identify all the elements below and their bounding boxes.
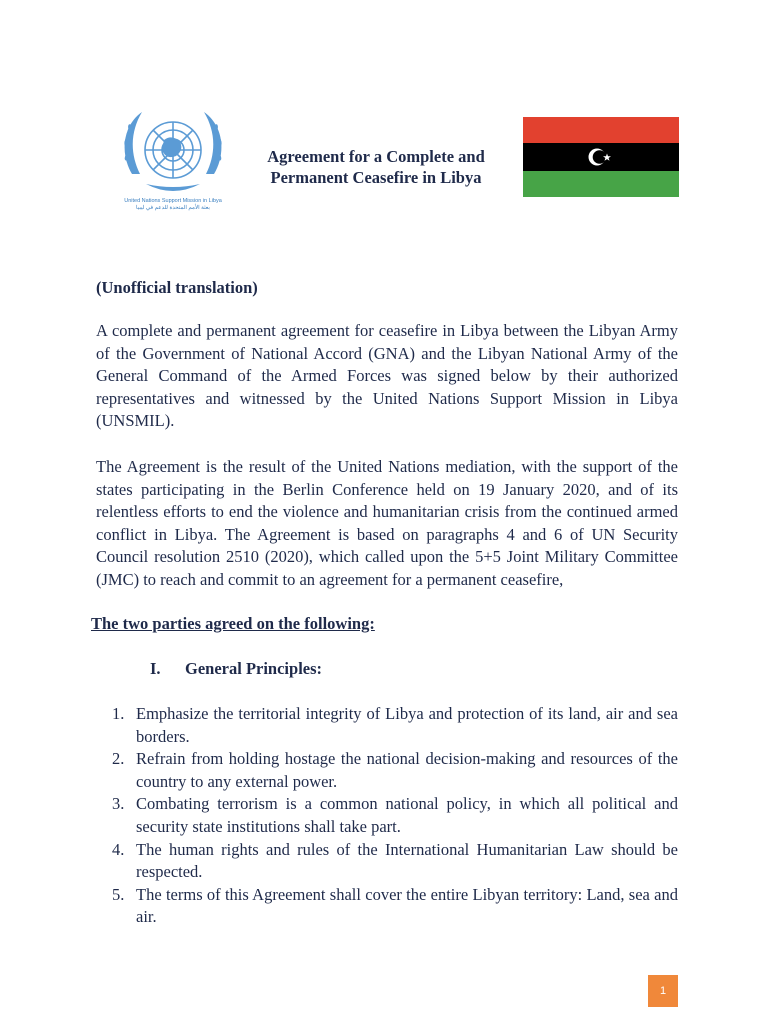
flag-black-stripe — [523, 143, 679, 171]
unofficial-translation-label: (Unofficial translation) — [96, 278, 258, 297]
list-item-text: The human rights and rules of the International Humanitarian Law should be respected. — [136, 839, 678, 882]
list-item-number: 5. — [112, 884, 125, 904]
crescent-star-icon — [587, 146, 615, 168]
list-item — [112, 884, 678, 929]
list-item — [112, 748, 678, 793]
list-item-number: 3. — [112, 794, 125, 814]
list-item-text: The terms of this Agreement shall cover the entire Libyan territory: Land, sea and air. — [136, 884, 678, 927]
principles-list — [112, 703, 678, 929]
logo-caption — [112, 198, 234, 212]
list-item-number: 2. — [112, 749, 125, 769]
flag-green-stripe — [523, 171, 679, 197]
list-item — [112, 839, 678, 884]
agreed-heading: The two parties agreed on the following: — [91, 614, 375, 633]
libya-flag-icon — [523, 117, 679, 197]
section-number: I. — [150, 659, 161, 678]
page-number-badge: 1 — [648, 975, 678, 1007]
document-title — [244, 146, 508, 188]
list-item — [112, 793, 678, 838]
logo-caption-english: United Nations Support Mission in Libya — [124, 198, 222, 204]
logo-caption-arabic: بعثة الأمم المتحدة للدعم في ليبيا — [136, 205, 210, 211]
paragraph-2: The Agreement is the result of the United Nations mediation, with the support of the states participating in the Berlin Conference held on 19 January 2020, and of its relentless efforts to end the violence and humanitarian crisis from the continued armed conflict in Libya. The Agreement is based on paragraphs 4 and 6 of UN Security Council resolution 2510 (2020), which called upon the 5+5 Joint Military Committee (JMC) to reach and commit to an agreement for a permanent ceasefire, — [96, 457, 678, 589]
list-item-number: 1. — [112, 704, 125, 723]
section-title: General Principles: — [185, 659, 323, 678]
list-item-text: Refrain from holding hostage the national decision-making and resources of the country to any external power. — [136, 749, 678, 791]
section-heading — [150, 659, 322, 679]
paragraph-1: A complete and permanent agreement for ceasefire in Libya between the Libyan Army of the Government of National Accord (GNA) and the Libyan National Army of the General Command of the Armed Forces was signed below by their authorized representatives and witnessed by the United Nations Support Mission in Libya (UNSMIL). — [96, 321, 678, 431]
list-item-text: Combating terrorism is a common national policy, in which all political and security state institutions shall take part. — [136, 794, 678, 836]
list-item-number: 4. — [112, 839, 125, 859]
list-item-text: Emphasize the territorial integrity of Libya and protection of its land, air and sea borders. — [136, 704, 678, 746]
list-item — [112, 703, 678, 748]
flag-red-stripe — [523, 117, 679, 143]
title-line-1: Agreement for a Complete and — [267, 147, 485, 166]
title-line-2: Permanent Ceasefire in Libya — [270, 168, 482, 187]
